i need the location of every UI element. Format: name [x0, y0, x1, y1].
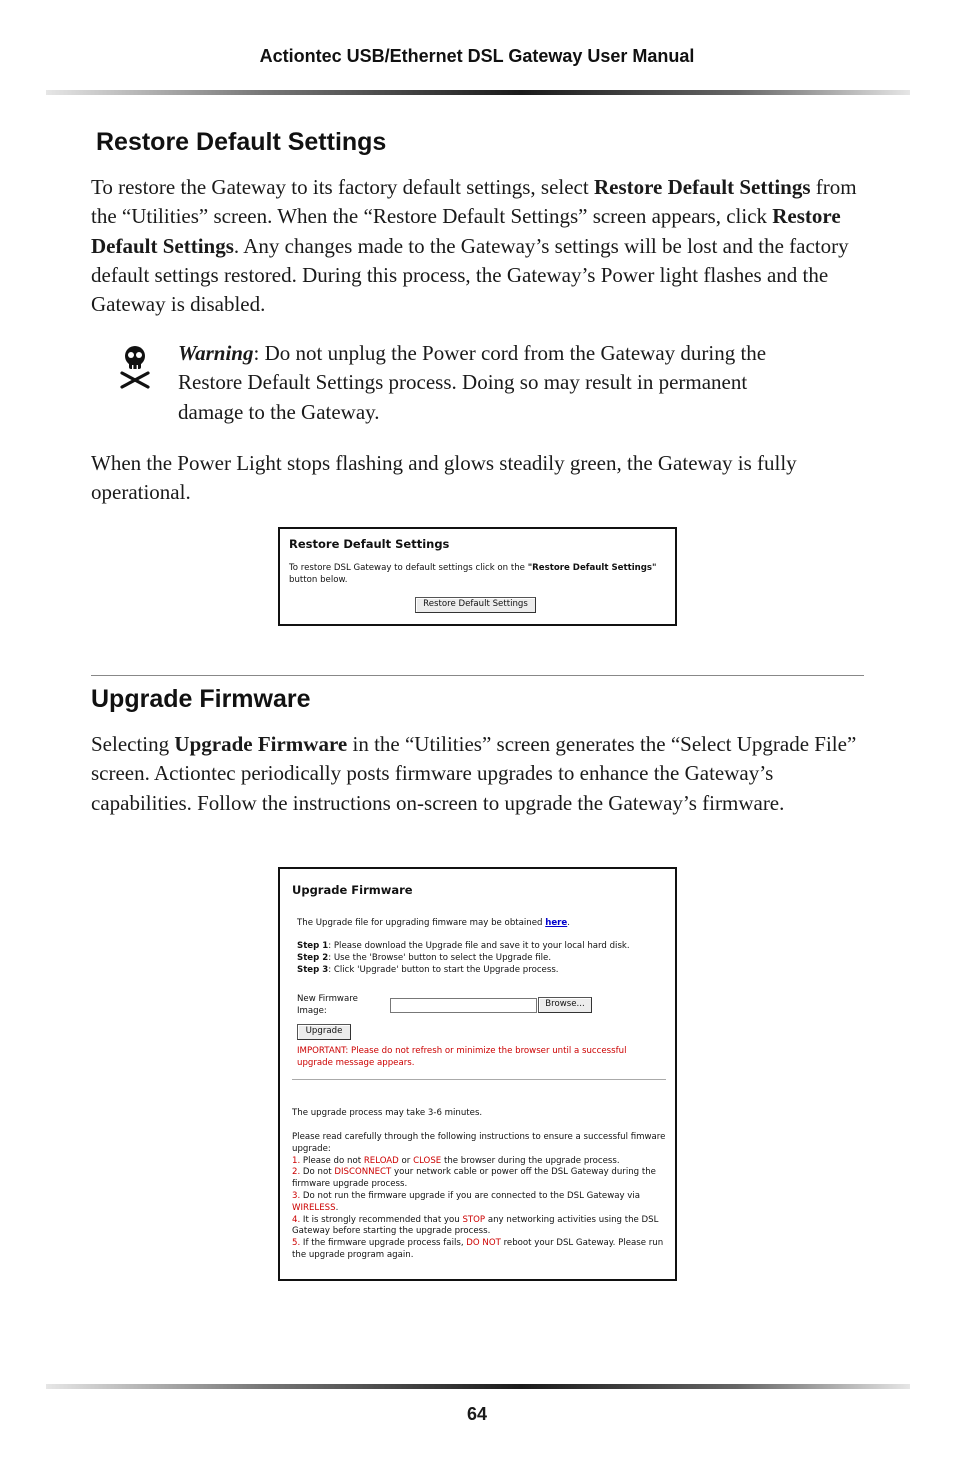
text-run: Selecting	[91, 732, 175, 756]
bold-run: Upgrade Firmware	[174, 732, 348, 756]
step-1	[297, 941, 657, 953]
bold-run: Restore Default Settings	[91, 204, 841, 258]
page-number: 64	[466, 1404, 488, 1424]
upgrade-paragraph	[91, 730, 866, 818]
text-run: . Any changes made to the Gateway’s settings will be lost and the factory default settings restored. During this process, the Gateway’s Power light flashes and the Gateway is disabled.	[91, 233, 849, 317]
instruction-4	[292, 1215, 672, 1239]
important-notice: IMPORTANT: Please do not refresh or minimize the browser until a successful upgrade message appears.	[297, 1046, 627, 1068]
red-run: DISCONNECT	[334, 1167, 392, 1178]
restore-default-settings-button[interactable]: Restore Default Settings	[415, 597, 536, 613]
new-firmware-label: New Firmware Image:	[297, 994, 358, 1016]
screen-divider	[292, 1079, 666, 1080]
item-number: 3.	[292, 1190, 301, 1201]
here-link[interactable]: here	[545, 918, 568, 928]
restore-paragraph-2: When the Power Light stops flashing and glows steadily green, the Gateway is fully operational.	[91, 451, 797, 505]
instruction-1	[292, 1156, 672, 1168]
text-run: button below.	[289, 574, 348, 585]
upgrade-heading: Upgrade Firmware	[91, 685, 311, 713]
upgrade-steps	[297, 941, 657, 976]
instruction-5	[292, 1238, 672, 1262]
text-run: It is strongly recommended that you	[300, 1214, 463, 1225]
skull-crossbones-icon	[118, 344, 152, 390]
step-text: : Please download the Upgrade file and save it to your local hard disk.	[328, 941, 630, 951]
upgrade-screen-title: Upgrade Firmware	[292, 883, 413, 897]
instruction-3	[292, 1191, 672, 1215]
instruction-2	[292, 1167, 672, 1191]
bold-run: Restore Default Settings	[593, 175, 811, 199]
text-run: Do not run the firmware upgrade if you are connected to the DSL Gateway via	[300, 1190, 641, 1201]
restore-screen-desc	[289, 563, 664, 587]
restore-heading: Restore Default Settings	[96, 128, 387, 156]
item-number: 2.	[292, 1167, 301, 1178]
text-run: To restore DSL Gateway to default settings click on the	[289, 563, 528, 573]
step-label: Step 3	[297, 964, 329, 975]
read-note: Please read carefully through the following instructions to ensure a successful fimware upgrade:	[292, 1132, 666, 1154]
red-run: DO NOT	[466, 1238, 501, 1249]
text-run: Please do not	[300, 1155, 364, 1166]
firmware-file-input[interactable]	[390, 998, 537, 1013]
step-text: : Use the 'Browse' button to select the Upgrade file.	[328, 952, 552, 963]
time-note: The upgrade process may take 3-6 minutes.	[292, 1108, 483, 1118]
step-2	[297, 953, 657, 965]
item-number: 4.	[292, 1214, 301, 1225]
browse-button[interactable]: Browse...	[538, 997, 592, 1013]
upgrade-intro: The Upgrade file for upgrading fimware may be obtained here.	[297, 918, 570, 928]
text-run: Do not	[300, 1167, 335, 1178]
warning-note	[178, 339, 798, 427]
text-run: your network cable or power off the DSL Gateway during the firmware upgrade process.	[292, 1167, 656, 1190]
text-run: any networking activities using the DSL Gateway before starting the upgrade process.	[292, 1214, 659, 1237]
bold-run: "Restore Default Settings"	[527, 563, 657, 573]
item-number: 1.	[292, 1155, 301, 1166]
red-run: RELOAD	[363, 1155, 399, 1166]
running-header: Actiontec USB/Ethernet DSL Gateway User Manual	[259, 46, 695, 66]
red-run: STOP	[462, 1214, 486, 1225]
text-run: the browser during the upgrade process.	[441, 1155, 620, 1166]
text-run: or	[398, 1155, 414, 1166]
step-3	[297, 965, 657, 977]
red-run: CLOSE	[413, 1155, 442, 1166]
step-label: Step 1	[297, 941, 329, 951]
restore-screenshot	[278, 527, 677, 626]
restore-screen-title: Restore Default Settings	[289, 537, 450, 551]
text-run: in the “Utilities” screen generates the “Select Upgrade File” screen. Actiontec periodically posts firmware upgrades to enhance the Gateway’s capabilities. Follow the instructions on-screen to upgrade the Gateway’s firmware.	[91, 732, 857, 815]
text-run: .	[335, 1202, 339, 1213]
step-text: : Click 'Upgrade' button to start the Upgrade process.	[328, 964, 559, 975]
text-run: reboot your DSL Gateway. Please run the upgrade program again.	[292, 1238, 664, 1260]
warning-text: : Do not unplug the Power cord from the Gateway during the Restore Default Settings process. Doing so may result in permanent damage to the Gateway.	[178, 341, 767, 424]
footer-rule	[46, 1384, 910, 1389]
red-run: WIRELESS	[292, 1202, 336, 1213]
step-label: Step 2	[297, 952, 329, 963]
restore-paragraph	[91, 173, 866, 319]
section-divider	[91, 675, 864, 676]
header-rule	[46, 90, 910, 95]
instructions	[292, 1132, 672, 1262]
text-run: If the firmware upgrade process fails,	[300, 1238, 467, 1249]
text-run: from the “Utilities” screen. When the “Restore Default Settings” screen appears, click	[91, 175, 857, 229]
text-run: To restore the Gateway to its factory default settings, select	[91, 175, 594, 199]
text-run: The Upgrade file for upgrading fimware may be obtained	[297, 918, 546, 928]
upgrade-screenshot	[278, 867, 677, 1281]
item-number: 5.	[292, 1238, 301, 1249]
upgrade-button[interactable]: Upgrade	[297, 1024, 351, 1040]
warning-label: Warning	[178, 341, 254, 365]
